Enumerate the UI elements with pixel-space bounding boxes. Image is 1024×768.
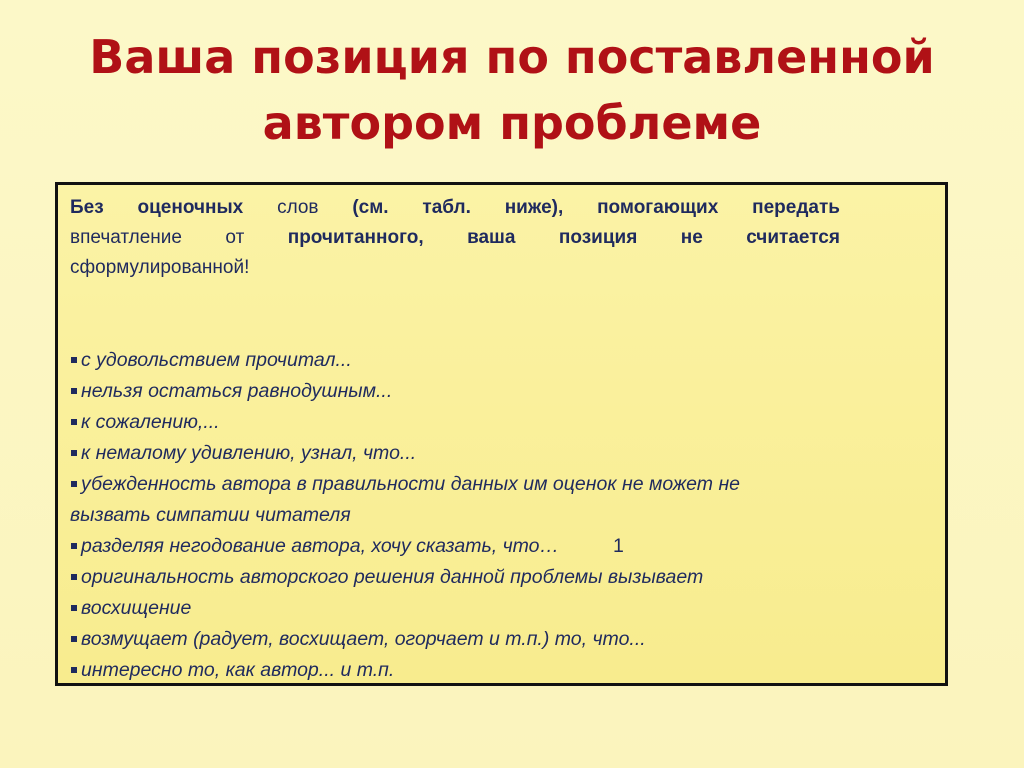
phrase-list: [70, 345, 930, 686]
intro-word: позиция: [558, 227, 638, 248]
intro-word: ваша: [467, 227, 516, 248]
list-item: возмущает (радует, восхищает, огорчает и т.п.) то, что...: [70, 624, 930, 655]
list-item: оригинальность авторского решения данной проблемы вызывает: [70, 562, 930, 593]
intro-word: прочитанного,: [287, 227, 424, 248]
list-item-text: разделяя негодование автора, хочу сказать, что…: [81, 535, 560, 557]
intro-word: от: [225, 227, 245, 248]
intro-word: сформулированной!: [70, 257, 250, 278]
list-item: к немалому удивлению, узнал, что...: [70, 438, 930, 469]
intro-line-1: [70, 193, 840, 223]
item-number: 1: [613, 535, 624, 557]
intro-word: передать: [752, 197, 840, 218]
list-item: интересно то, как автор... и т.п.: [70, 655, 930, 686]
list-item-continuation: вызвать симпатии читателя: [70, 504, 351, 526]
list-item: с удовольствием прочитал...: [70, 345, 930, 376]
intro-word: ниже),: [504, 197, 564, 218]
intro-word: (см.: [352, 197, 389, 218]
intro-word: впечатление: [70, 227, 182, 248]
list-item: восхищение: [70, 593, 930, 624]
slide-title: [40, 24, 984, 156]
intro-word: не: [680, 227, 703, 248]
intro-word: оценочных: [137, 197, 244, 218]
content-box: [55, 182, 948, 686]
intro-word: Без: [70, 197, 104, 218]
slide-title-line-1: Ваша позиция по поставленной: [89, 30, 935, 84]
list-item: убежденность автора в правильности данных им оценок не может не: [70, 469, 930, 500]
intro-word: помогающих: [597, 197, 719, 218]
slide-title-line-2: автором проблеме: [262, 96, 762, 150]
intro-word: слов: [277, 197, 319, 218]
intro-word: считается: [746, 227, 840, 248]
intro-line-2: [70, 223, 840, 253]
list-item: нельзя остаться равнодушным...: [70, 376, 930, 407]
intro-paragraph: [70, 193, 840, 283]
list-item: [70, 531, 930, 562]
list-item: к сожалению,...: [70, 407, 930, 438]
intro-word: табл.: [422, 197, 471, 218]
intro-line-3: [70, 253, 840, 283]
